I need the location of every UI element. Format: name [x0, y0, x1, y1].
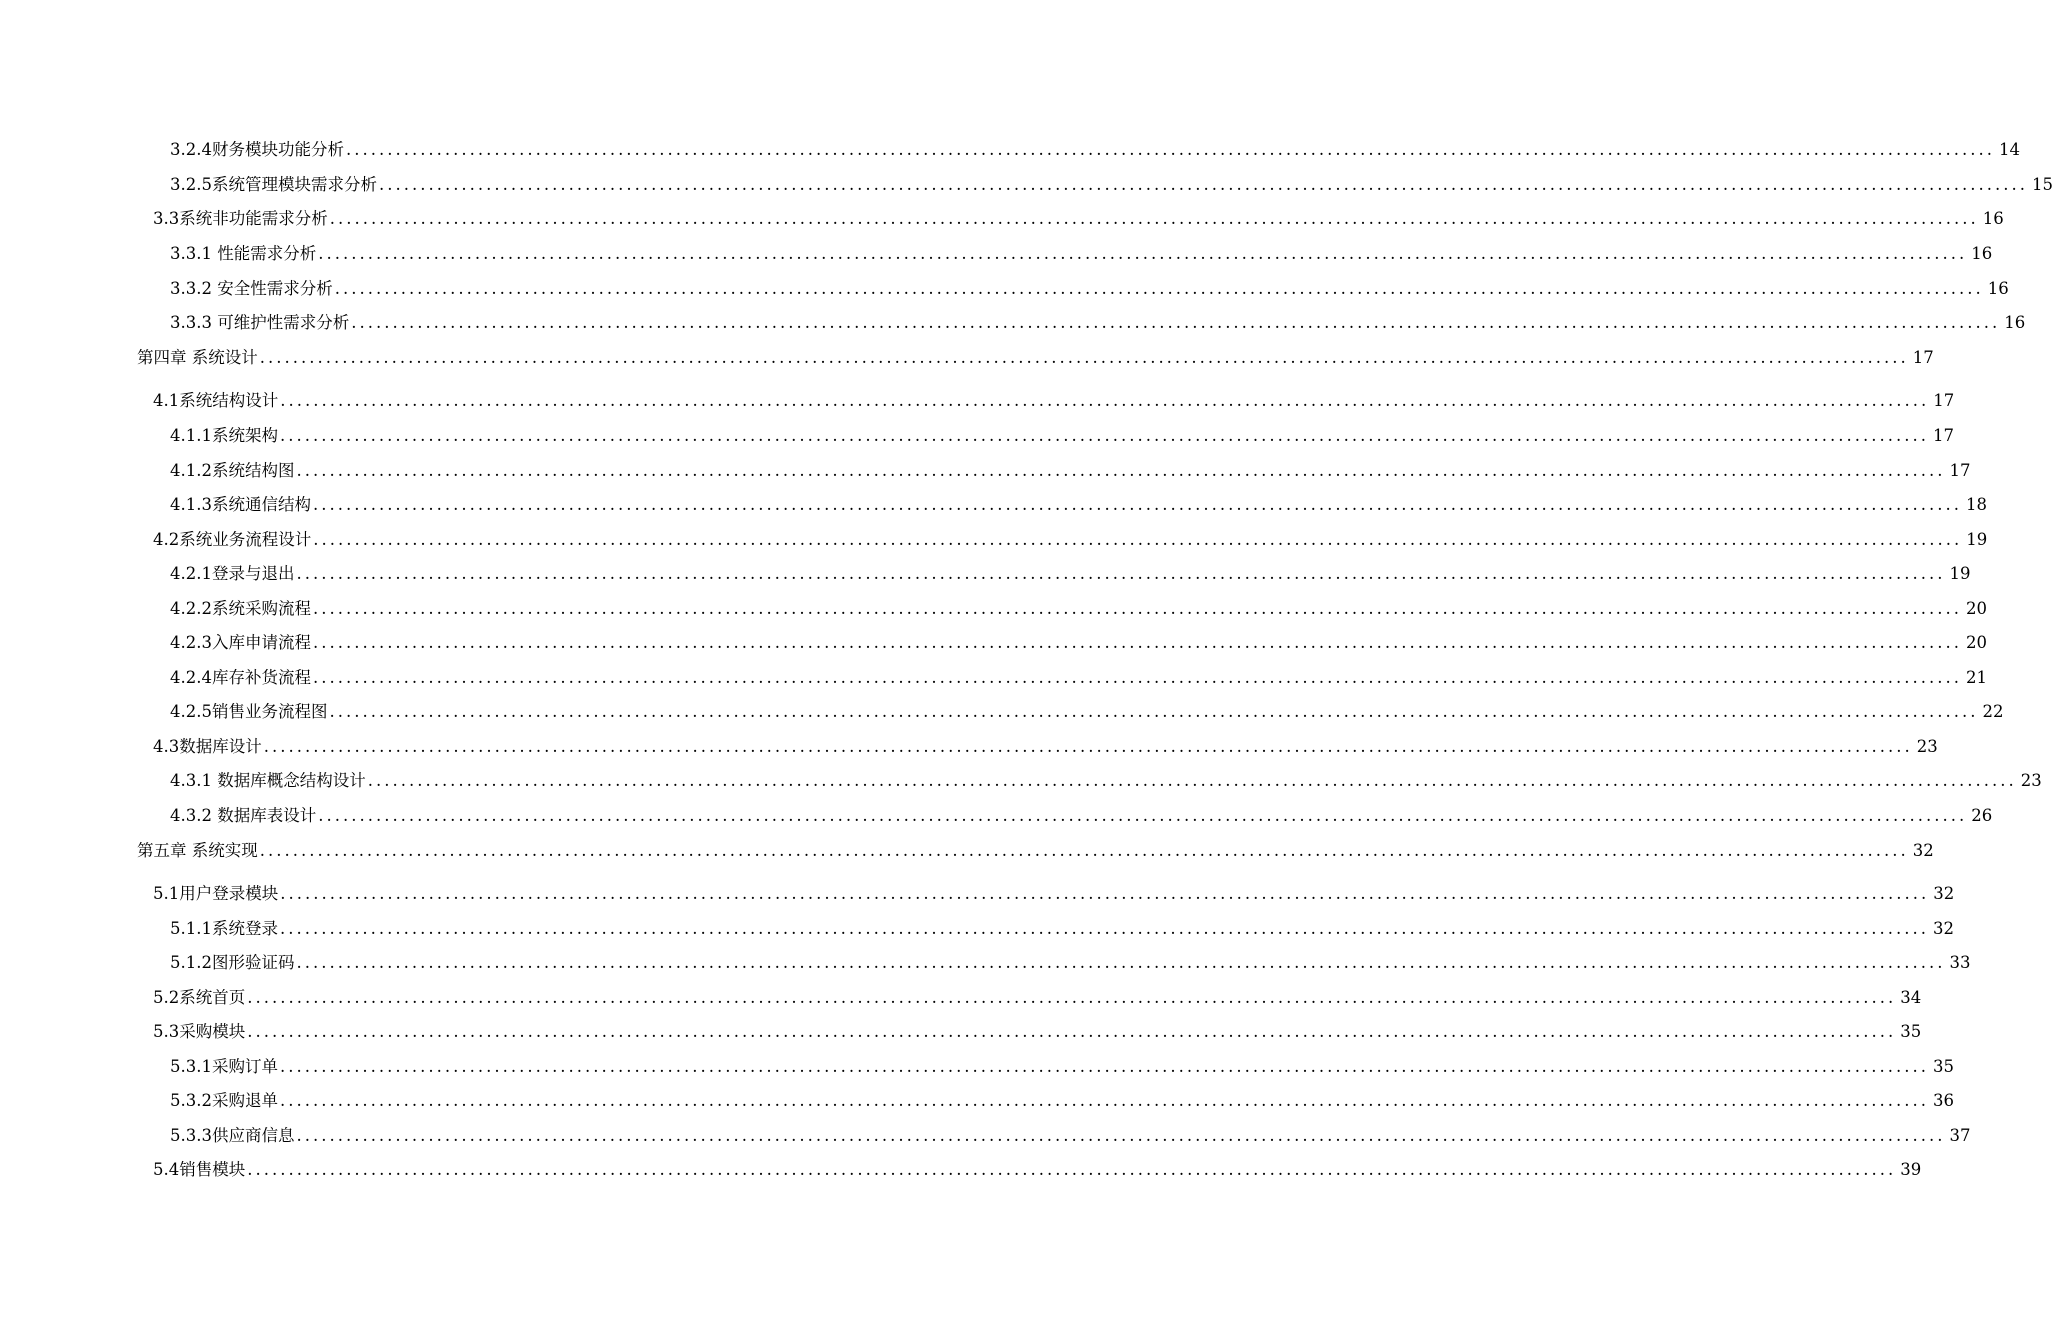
toc-entry[interactable] — [153, 986, 1922, 1010]
toc-entry-title: 4.2系统业务流程设计 — [153, 530, 312, 549]
toc-entry-title: 4.3数据库设计 — [153, 737, 262, 756]
toc-entry-page-number: 19 — [1966, 530, 1988, 549]
toc-entry[interactable] — [153, 735, 1938, 759]
toc-leader-dots: ........................................................................................................................................................................................................ — [247, 1160, 1897, 1179]
toc-leader-dots: ........................................................................................................................................................................................................ — [296, 564, 1946, 583]
toc-entry-title: 4.2.4库存补货流程 — [170, 668, 311, 687]
toc-entry-title: 3.2.4财务模块功能分析 — [170, 140, 344, 159]
toc-entry-title: 3.3系统非功能需求分析 — [153, 209, 328, 228]
toc-leader-dots: ........................................................................................................................................................................................................ — [345, 140, 1995, 159]
toc-entry[interactable] — [170, 311, 2026, 335]
toc-entry-page-number: 17 — [1949, 461, 1971, 480]
toc-entry[interactable] — [170, 562, 1971, 586]
toc-entry[interactable] — [170, 700, 2004, 724]
toc-leader-dots: ........................................................................................................................................................................................................ — [313, 530, 1963, 549]
toc-entry-title: 5.1.2图形验证码 — [170, 953, 295, 972]
toc-entry-page-number: 32 — [1912, 841, 1934, 860]
toc-entry[interactable] — [170, 459, 1971, 483]
toc-leader-dots: ........................................................................................................................................................................................................ — [263, 737, 1913, 756]
toc-entry-title: 5.3.2采购退单 — [170, 1091, 278, 1110]
toc-entry-title: 5.3采购模块 — [153, 1022, 246, 1041]
toc-entry[interactable] — [153, 1158, 1922, 1182]
toc-entry[interactable] — [170, 1089, 1954, 1113]
toc-entry-page-number: 37 — [1949, 1126, 1971, 1145]
toc-entry-title: 5.1.1系统登录 — [170, 919, 278, 938]
toc-leader-dots: ........................................................................................................................................................................................................ — [318, 244, 1968, 263]
toc-entry-title: 4.1系统结构设计 — [153, 391, 279, 410]
toc-entry[interactable] — [170, 666, 1987, 690]
toc-entry-page-number: 22 — [1982, 702, 2004, 721]
toc-entry[interactable] — [170, 277, 2009, 301]
toc-entry[interactable] — [153, 389, 1955, 413]
toc-entry-title: 4.2.3入库申请流程 — [170, 633, 311, 652]
toc-entry-title: 4.2.1登录与退出 — [170, 564, 295, 583]
toc-leader-dots: ........................................................................................................................................................................................................ — [334, 279, 1984, 298]
toc-entry-page-number: 14 — [1998, 140, 2020, 159]
toc-entry[interactable] — [153, 528, 1988, 552]
toc-entry[interactable] — [153, 207, 2004, 231]
toc-entry[interactable] — [153, 1020, 1922, 1044]
toc-entry-page-number: 36 — [1932, 1091, 1954, 1110]
toc-entry-title: 5.2系统首页 — [153, 988, 246, 1007]
toc-leader-dots: ........................................................................................................................................................................................................ — [329, 702, 1979, 721]
toc-entry[interactable] — [170, 424, 1954, 448]
toc-entry-page-number: 34 — [1900, 988, 1922, 1007]
toc-entry-page-number: 16 — [1987, 279, 2009, 298]
toc-entry[interactable] — [170, 493, 1987, 517]
toc-leader-dots: ........................................................................................................................................................................................................ — [280, 391, 1930, 410]
toc-entry-page-number: 17 — [1932, 426, 1954, 445]
toc-leader-dots: ........................................................................................................................................................................................................ — [279, 1057, 1929, 1076]
toc-entry-title: 4.3.1 数据库概念结构设计 — [170, 771, 366, 790]
toc-entry-page-number: 16 — [2004, 313, 2026, 332]
toc-entry-title: 第四章 系统设计 — [137, 348, 258, 367]
toc-entry-title: 5.3.3供应商信息 — [170, 1126, 295, 1145]
toc-entry[interactable] — [170, 1124, 1971, 1148]
toc-entry[interactable] — [170, 173, 2053, 197]
toc-entry-title: 第五章 系统实现 — [137, 841, 258, 860]
toc-entry-page-number: 17 — [1933, 391, 1955, 410]
toc-entry-title: 3.3.1 性能需求分析 — [170, 244, 317, 263]
toc-entry-page-number: 35 — [1932, 1057, 1954, 1076]
toc-leader-dots: ........................................................................................................................................................................................................ — [351, 313, 2001, 332]
toc-leader-dots: ........................................................................................................................................................................................................ — [279, 1091, 1929, 1110]
toc-entry-page-number: 21 — [1965, 668, 1987, 687]
toc-entry-page-number: 19 — [1949, 564, 1971, 583]
toc-entry-page-number: 33 — [1949, 953, 1971, 972]
toc-leader-dots: ........................................................................................................................................................................................................ — [296, 461, 1946, 480]
toc-entry-page-number: 18 — [1965, 495, 1987, 514]
toc-entry-page-number: 16 — [1982, 209, 2004, 228]
toc-entry-title: 4.2.5销售业务流程图 — [170, 702, 328, 721]
toc-leader-dots: ........................................................................................................................................................................................................ — [296, 953, 1946, 972]
toc-entry-page-number: 32 — [1933, 884, 1955, 903]
toc-entry-page-number: 23 — [2020, 771, 2042, 790]
toc-entry-page-number: 20 — [1965, 599, 1987, 618]
toc-leader-dots: ........................................................................................................................................................................................................ — [312, 668, 1962, 687]
toc-entry[interactable] — [137, 346, 1934, 370]
toc-leader-dots: ........................................................................................................................................................................................................ — [312, 599, 1962, 618]
toc-entry-title: 4.1.1系统架构 — [170, 426, 278, 445]
toc-entry-page-number: 16 — [1971, 244, 1993, 263]
toc-entry[interactable] — [170, 951, 1971, 975]
toc-entry-page-number: 15 — [2031, 175, 2053, 194]
toc-leader-dots: ........................................................................................................................................................................................................ — [367, 771, 2017, 790]
toc-entry[interactable] — [170, 804, 1993, 828]
toc-entry-title: 4.1.3系统通信结构 — [170, 495, 311, 514]
toc-entry-page-number: 35 — [1900, 1022, 1922, 1041]
toc-entry-title: 4.3.2 数据库表设计 — [170, 806, 317, 825]
toc-entry[interactable] — [170, 769, 2042, 793]
toc-leader-dots: ........................................................................................................................................................................................................ — [280, 884, 1930, 903]
toc-leader-dots: ........................................................................................................................................................................................................ — [247, 988, 1897, 1007]
toc-entry-page-number: 23 — [1916, 737, 1938, 756]
toc-entry-title: 3.3.3 可维护性需求分析 — [170, 313, 350, 332]
toc-leader-dots: ........................................................................................................................................................................................................ — [296, 1126, 1946, 1145]
toc-leader-dots: ........................................................................................................................................................................................................ — [318, 806, 1968, 825]
toc-leader-dots: ........................................................................................................................................................................................................ — [312, 633, 1962, 652]
toc-entry-page-number: 32 — [1932, 919, 1954, 938]
toc-entry[interactable] — [170, 242, 1993, 266]
toc-leader-dots: ........................................................................................................................................................................................................ — [312, 495, 1962, 514]
toc-entry-title: 5.4销售模块 — [153, 1160, 246, 1179]
toc-entry[interactable] — [153, 882, 1955, 906]
toc-entry-title: 5.1用户登录模块 — [153, 884, 279, 903]
toc-leader-dots: ........................................................................................................................................................................................................ — [378, 175, 2028, 194]
toc-entry-page-number: 39 — [1900, 1160, 1922, 1179]
toc-entry-title: 3.2.5系统管理模块需求分析 — [170, 175, 377, 194]
toc-entry[interactable] — [170, 917, 1954, 941]
toc-entry-page-number: 17 — [1912, 348, 1934, 367]
toc-leader-dots: ........................................................................................................................................................................................................ — [259, 841, 1909, 860]
toc-entry-title: 3.3.2 安全性需求分析 — [170, 279, 333, 298]
toc-entry[interactable] — [170, 138, 2020, 162]
toc-entry[interactable] — [170, 631, 1987, 655]
toc-entry-title: 4.2.2系统采购流程 — [170, 599, 311, 618]
toc-entry[interactable] — [170, 597, 1987, 621]
toc-leader-dots: ........................................................................................................................................................................................................ — [329, 209, 1979, 228]
toc-leader-dots: ........................................................................................................................................................................................................ — [259, 348, 1909, 367]
toc-entry-page-number: 20 — [1965, 633, 1987, 652]
toc-entry-title: 5.3.1采购订单 — [170, 1057, 278, 1076]
toc-entry[interactable] — [170, 1055, 1954, 1079]
toc-entry-title: 4.1.2系统结构图 — [170, 461, 295, 480]
toc-entry-page-number: 26 — [1971, 806, 1993, 825]
toc-entry[interactable] — [137, 839, 1934, 863]
toc-leader-dots: ........................................................................................................................................................................................................ — [247, 1022, 1897, 1041]
toc-leader-dots: ........................................................................................................................................................................................................ — [279, 919, 1929, 938]
toc-leader-dots: ........................................................................................................................................................................................................ — [279, 426, 1929, 445]
